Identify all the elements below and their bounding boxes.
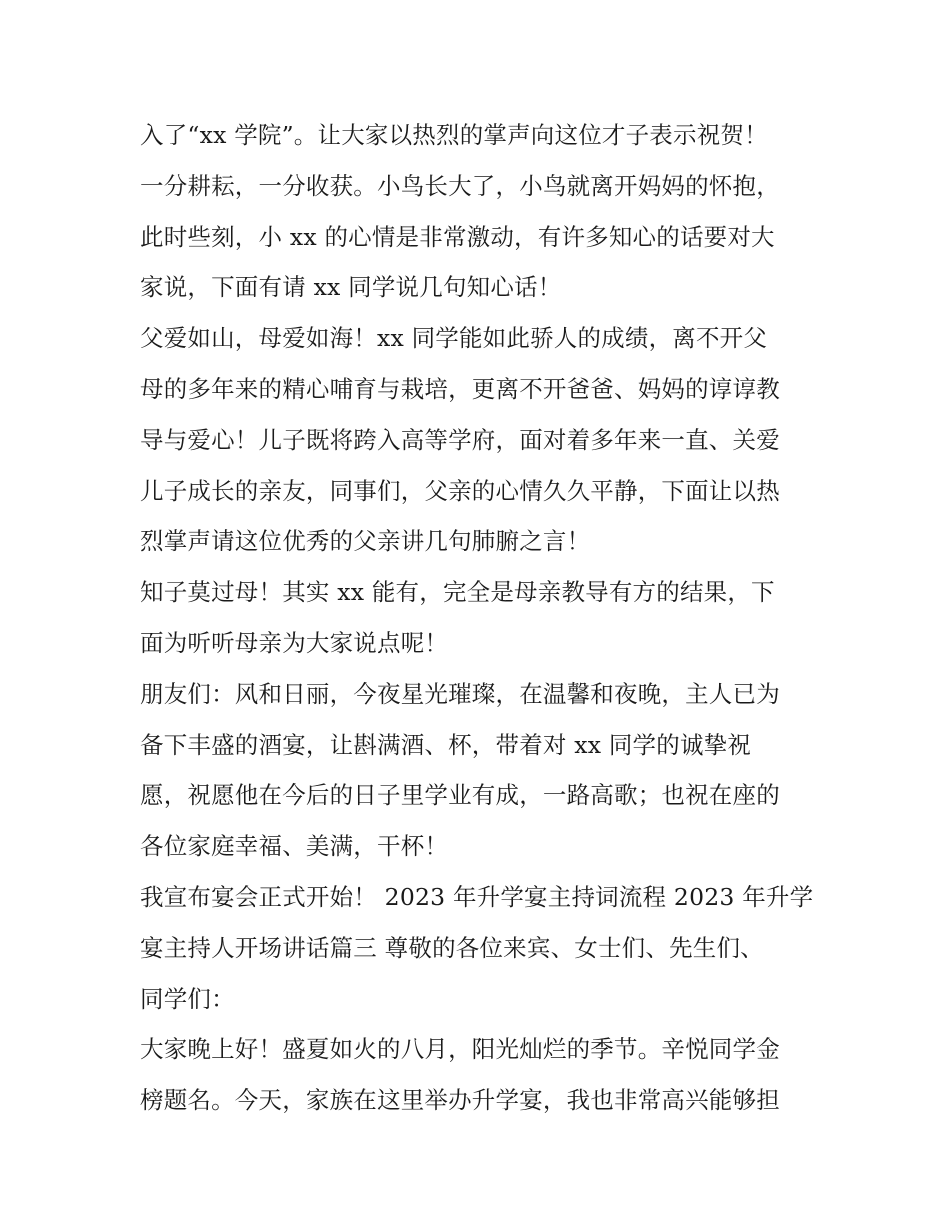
- text-line: 备下丰盛的酒宴，让斟满酒、杯，带着对 xx 同学的诚挚祝: [140, 730, 752, 759]
- text-line: 此时些刻，小 xx 的心情是非常激动，有许多知心的话要对大: [140, 222, 775, 251]
- text-line: 同学们：: [140, 984, 235, 1013]
- text-line: 知子莫过母！其实 xx 能有，完全是母亲教导有方的结果，下: [140, 578, 775, 607]
- text-line: 榜题名。今天，家族在这里举办升学宴，我也非常高兴能够担: [140, 1086, 780, 1115]
- text-line: 烈掌声请这位优秀的父亲讲几句肺腑之言！: [140, 527, 591, 556]
- text-line: 母的多年来的精心哺育与栽培，更离不开爸爸、妈妈的谆谆教: [140, 374, 780, 403]
- text-line: 面为听听母亲为大家说点呢！: [140, 628, 449, 657]
- text-line: 父爱如山，母爱如海！xx 同学能如此骄人的成绩，离不开父: [140, 324, 768, 353]
- text-line: 各位家庭幸福、美满，干杯！: [140, 832, 449, 861]
- text-line: 大家晚上好！盛夏如火的八月，阳光灿烂的季节。辛悦同学金: [140, 1035, 780, 1064]
- text-line: 导与爱心！儿子既将跨入高等学府，面对着多年来一直、关爱: [140, 425, 780, 454]
- text-line: 儿子成长的亲友，同事们，父亲的心情久久平静，下面让以热: [140, 476, 780, 505]
- text-line: 宴主持人开场讲话篇三 尊敬的各位来宾、女士们、先生们、: [140, 933, 764, 962]
- text-line: 入了“xx 学院”。让大家以热烈的掌声向这位才子表示祝贺！: [140, 121, 768, 149]
- document-body: [140, 110, 820, 1126]
- text-line: 家说，下面有请 xx 同学说几句知心话！: [140, 273, 562, 302]
- text-line: 愿，祝愿他在今后的日子里学业有成，一路高歌；也祝在座的: [140, 781, 780, 810]
- text-line: 一分耕耘，一分收获。小鸟长大了，小鸟就离开妈妈的怀抱，: [140, 171, 780, 200]
- text-line: 我宣布宴会正式开始！ 2023 年升学宴主持词流程 2023 年升学: [140, 882, 814, 911]
- text-line: 朋友们：风和日丽，今夜星光璀璨，在温馨和夜晚，主人已为: [140, 679, 780, 708]
